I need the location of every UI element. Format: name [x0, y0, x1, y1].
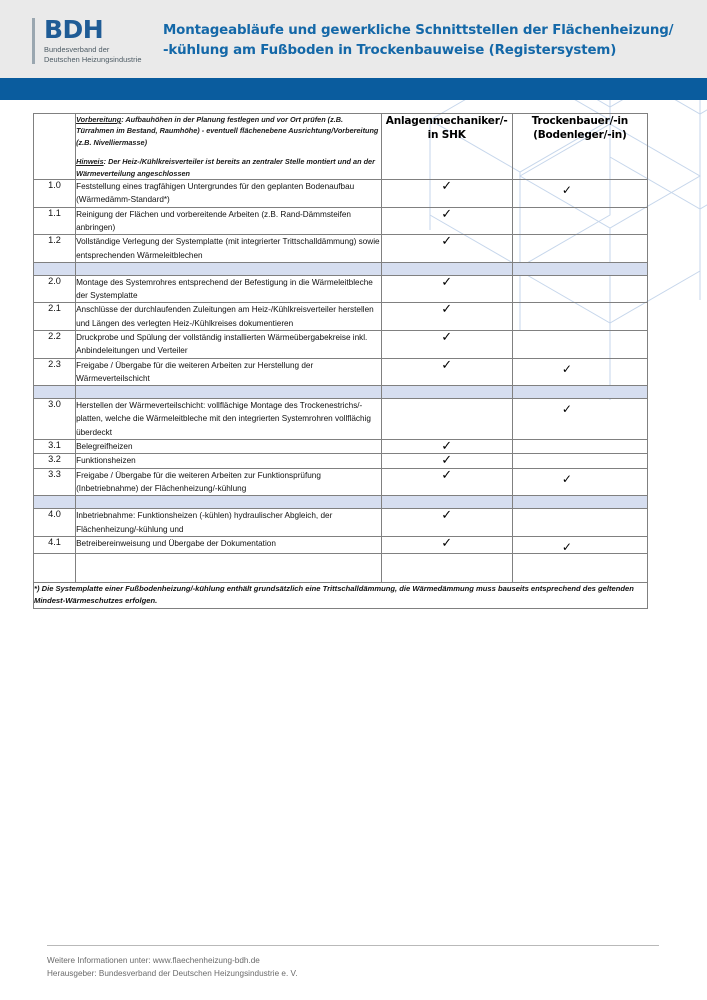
checkmark-icon-amshk: ✓ [381, 207, 512, 235]
row-number: 2.1 [34, 303, 76, 331]
spacer-cell [381, 262, 512, 275]
cell-trockenbauer-empty [512, 207, 647, 235]
checkmark-icon-amshk: ✓ [381, 180, 512, 208]
column-header-trockenbauer-line2: (Bodenleger/-in) [533, 129, 627, 141]
row-number: 3.3 [34, 468, 76, 496]
row-description: Montage des Systemrohres entsprechend der Befestigung in die Wärmeleitbleche der Systemplatte [76, 275, 381, 303]
note-vorbereitung-label: Vorbereitung [76, 115, 122, 124]
footer-more-info: Weitere Informationen unter: www.flaechenheizung-bdh.de [47, 956, 260, 965]
table-section-spacer [34, 262, 648, 275]
column-header-trockenbauer [512, 114, 647, 180]
empty-cell [512, 553, 647, 582]
header-blue-rule [0, 78, 707, 100]
table-row [34, 275, 648, 303]
checkmark-icon-amshk: ✓ [381, 275, 512, 303]
note-vorbereitung [76, 114, 380, 148]
cell-trockenbauer-empty [512, 440, 647, 454]
table-row [34, 536, 648, 553]
checkmark-icon-amshk: ✓ [381, 440, 512, 454]
matrix-table [33, 113, 648, 609]
page-title-line2: -kühlung am Fußboden in Trockenbauweise (Registersystem) [163, 43, 617, 58]
table-row [34, 180, 648, 208]
spacer-cell [76, 386, 381, 399]
column-header-amshk-line2: in SHK [427, 129, 466, 141]
row-description: Vollständige Verlegung der Systemplatte (mit integrierter Trittschalldämmung) sowie entsprechenden Wärmeleitblechen [76, 235, 381, 263]
header-preparation-note [76, 114, 381, 180]
row-description: Herstellen der Wärmeverteilschicht: vollflächige Montage des Trockenestrichs/-platten, welche die Wärmeleitbleche mit den integrierten Systemrohren vollflächig überdeckt [76, 399, 381, 440]
logo-wordmark: BDH [44, 15, 104, 44]
row-description: Freigabe / Übergabe für die weiteren Arbeiten zur Funktionsprüfung (Inbetriebnahme) der Flächenheizung/-kühlung [76, 468, 381, 496]
spacer-cell [512, 262, 647, 275]
row-description: Reinigung der Flächen und vorbereitende Arbeiten (z.B. Rand-Dämmsteifen anbringen) [76, 207, 381, 235]
row-description: Druckprobe und Spülung der vollständig installierten Wärmeübergabekreise inkl. Anbindeleitungen und Verteiler [76, 331, 381, 359]
table-row [34, 303, 648, 331]
checkmark-icon-amshk: ✓ [381, 536, 512, 553]
page-footer [47, 945, 662, 980]
empty-cell [34, 553, 76, 582]
logo-subtitle-line1: Bundesverband der [44, 45, 110, 54]
checkmark-icon-amshk: ✓ [381, 235, 512, 263]
table-section-spacer [34, 496, 648, 509]
checkmark-icon-amshk: ✓ [381, 509, 512, 537]
spacer-cell [76, 496, 381, 509]
checkmark-icon-trockenbauer: ✓ [512, 180, 647, 208]
column-header-amshk-line1: Anlagenmechaniker/- [385, 115, 508, 127]
spacer-cell [34, 262, 76, 275]
note-vorbereitung-text: : Aufbauhöhen in der Planung festlegen und vor Ort prüfen (z.B. Türrahmen im Bestand, Raumhöhe) - eventuell flächenebene Ausrichtung/Vorbereitung (z.B. Nivelliermasse) [76, 115, 379, 147]
table-row [34, 440, 648, 454]
row-number: 1.1 [34, 207, 76, 235]
row-description: Anschlüsse der durchlaufenden Zuleitungen am Heiz-/Kühlkreisverteiler herstellen und Längen des verlegten Heiz-/Kühlkreises dokumentieren [76, 303, 381, 331]
table-footnote-row [34, 582, 648, 608]
table-row [34, 454, 648, 468]
page-title [163, 21, 674, 61]
row-number: 3.1 [34, 440, 76, 454]
table-header-row [34, 114, 648, 180]
row-number: 1.0 [34, 180, 76, 208]
table-row [34, 207, 648, 235]
spacer-cell [34, 386, 76, 399]
table-row [34, 399, 648, 440]
cell-trockenbauer-empty [512, 275, 647, 303]
table-row [34, 468, 648, 496]
checkmark-icon-trockenbauer: ✓ [512, 536, 647, 553]
row-number: 4.0 [34, 509, 76, 537]
empty-cell [76, 553, 381, 582]
row-description: Belegreifheizen [76, 440, 381, 454]
table-section-spacer [34, 386, 648, 399]
note-hinweis-label: Hinweis [76, 157, 104, 167]
cell-trockenbauer-empty [512, 235, 647, 263]
row-number: 2.0 [34, 275, 76, 303]
row-number: 1.2 [34, 235, 76, 263]
cell-amshk-empty [381, 399, 512, 440]
row-number: 3.2 [34, 454, 76, 468]
spacer-cell [34, 496, 76, 509]
logo-subtitle-line2: Deutschen Heizungsindustrie [44, 54, 142, 64]
checkmark-icon-amshk: ✓ [381, 454, 512, 468]
page-title-line1: Montageabläufe und gewerkliche Schnittstellen der Flächenheizung/ [163, 23, 674, 38]
row-description: Inbetriebnahme: Funktionsheizen (-kühlen) hydraulischer Abgleich, der Flächenheizung/-kühlung und [76, 509, 381, 537]
column-header-trockenbauer-line1: Trockenbauer/-in [531, 115, 629, 127]
row-description: Freigabe / Übergabe für die weiteren Arbeiten zur Herstellung der Wärmeverteilschicht [76, 358, 381, 386]
column-header-amshk [381, 114, 512, 180]
note-hinweis [76, 156, 380, 179]
spacer-cell [381, 386, 512, 399]
table-row [34, 509, 648, 537]
header-number-cell [34, 114, 76, 180]
empty-cell [381, 553, 512, 582]
checkmark-icon-trockenbauer: ✓ [512, 399, 647, 440]
row-description: Feststellung eines tragfähigen Untergrundes für den geplanten Bodenaufbau (Wärmedämm-Standard*) [76, 180, 381, 208]
spacer-cell [76, 262, 381, 275]
row-description: Funktionsheizen [76, 454, 381, 468]
row-number: 2.3 [34, 358, 76, 386]
table-row [34, 331, 648, 359]
cell-trockenbauer-empty [512, 303, 647, 331]
cell-trockenbauer-empty [512, 331, 647, 359]
checkmark-icon-trockenbauer: ✓ [512, 468, 647, 496]
table-row [34, 235, 648, 263]
table-empty-row [34, 553, 648, 582]
cell-trockenbauer-empty [512, 454, 647, 468]
logo-subtitle [44, 45, 141, 64]
responsibility-matrix [33, 113, 648, 609]
row-number: 3.0 [34, 399, 76, 440]
bdh-logo [32, 15, 142, 64]
footer-divider [47, 945, 659, 946]
table-row [34, 358, 648, 386]
checkmark-icon-amshk: ✓ [381, 331, 512, 359]
row-number: 4.1 [34, 536, 76, 553]
footnote-text: *) Die Systemplatte einer Fußbodenheizung/-kühlung enthält grundsätzlich eine Trittschalldämmung, die Wärmedämmung muss bauseits entsprechend des geltenden Mindest-Wärmeschutzes erfolgen. [34, 582, 648, 608]
note-hinweis-text: : Der Heiz-/Kühlkreisverteiler ist bereits an zentraler Stelle montiert und an der Wärmeverteilung angeschlossen [76, 157, 375, 178]
row-description: Betreibereinweisung und Übergabe der Dokumentation [76, 536, 381, 553]
footer-text [47, 954, 662, 980]
spacer-cell [512, 386, 647, 399]
checkmark-icon-amshk: ✓ [381, 303, 512, 331]
footer-publisher: Herausgeber: Bundesverband der Deutschen Heizungsindustrie e. V. [47, 969, 298, 978]
cell-trockenbauer-empty [512, 509, 647, 537]
row-number: 2.2 [34, 331, 76, 359]
checkmark-icon-amshk: ✓ [381, 358, 512, 386]
spacer-cell [381, 496, 512, 509]
spacer-cell [512, 496, 647, 509]
checkmark-icon-trockenbauer: ✓ [512, 358, 647, 386]
checkmark-icon-amshk: ✓ [381, 468, 512, 496]
page-header [0, 0, 707, 78]
